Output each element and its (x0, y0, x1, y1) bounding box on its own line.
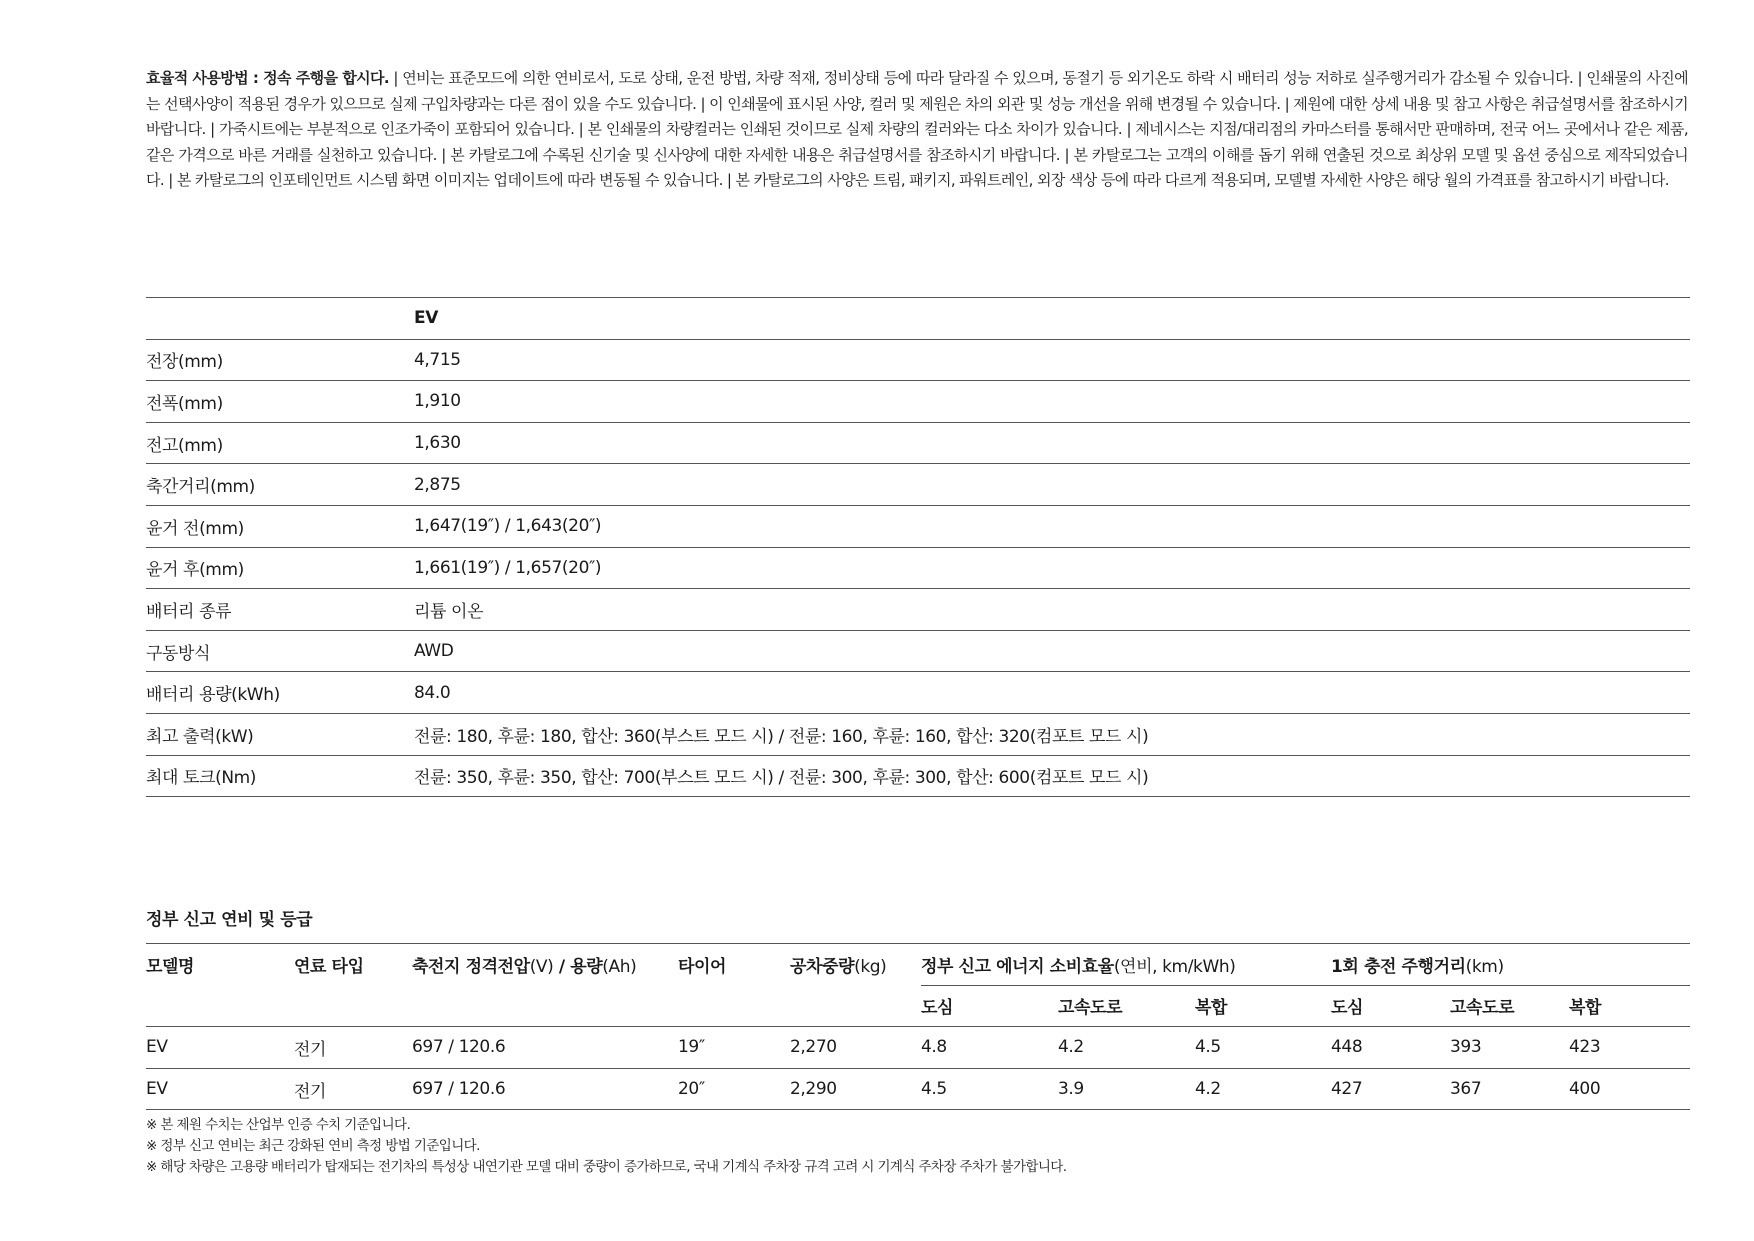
efficiency-subheader-row (146, 985, 1690, 1027)
spec-row (146, 589, 1690, 631)
footnote: ※ 정부 신고 연비는 최근 강화된 연비 측정 방법 기준입니다. (146, 1138, 480, 1154)
cell-eff-combined: 4.2 (1195, 1068, 1331, 1110)
spec-value: 1,661(19″) / 1,657(20″) (414, 547, 1690, 589)
cell-fuel: 전기 (294, 1027, 412, 1069)
spec-label: 전장(mm) (146, 339, 414, 381)
footnote: ※ 본 제원 수치는 산업부 인증 수치 기준입니다. (146, 1117, 411, 1133)
cell-range-city: 448 (1331, 1027, 1450, 1069)
footnote: ※ 해당 차량은 고용량 배터리가 탑재되는 전기차의 특성상 내연기관 모델 대비 중량이 증가하므로, 국내 기계식 주차장 규격 고려 시 기계식 주차장 주차가 불가합니다. (146, 1159, 1067, 1175)
spec-value: 1,910 (414, 381, 1690, 423)
spec-label: 배터리 종류 (146, 589, 414, 631)
efficiency-row (146, 1027, 1690, 1069)
cell-range-combined: 423 (1569, 1027, 1690, 1069)
spec-value: AWD (414, 630, 1690, 672)
efficiency-header-row (146, 944, 1690, 986)
cell-eff-combined: 4.5 (1195, 1027, 1331, 1069)
disclaimer-paragraph (146, 66, 1688, 194)
spec-label: 구동방식 (146, 630, 414, 672)
spec-row (146, 755, 1690, 797)
cell-range-city: 427 (1331, 1068, 1450, 1110)
header-model: 모델명 (146, 957, 195, 978)
subheader-combined: 복합 (1195, 985, 1331, 1027)
subheader-city: 도심 (921, 985, 1058, 1027)
subheader-city: 도심 (1331, 985, 1450, 1027)
cell-battery: 697 / 120.6 (412, 1027, 678, 1069)
spec-label: 배터리 용량(kWh) (146, 672, 414, 714)
cell-weight: 2,270 (790, 1027, 921, 1069)
subheader-highway: 고속도로 (1450, 985, 1569, 1027)
header-weight: 공차중량(kg) (790, 957, 887, 978)
cell-battery: 697 / 120.6 (412, 1068, 678, 1110)
header-range: 1회 충전 주행거리(km) (1331, 944, 1690, 986)
cell-model: EV (146, 1027, 294, 1069)
spec-label: 전폭(mm) (146, 381, 414, 423)
cell-range-highway: 393 (1450, 1027, 1569, 1069)
cell-range-highway: 367 (1450, 1068, 1569, 1110)
spec-row (146, 505, 1690, 547)
spec-value: 1,630 (414, 422, 1690, 464)
spec-row (146, 464, 1690, 506)
subheader-combined: 복합 (1569, 985, 1690, 1027)
spec-value: 4,715 (414, 339, 1690, 381)
spec-row (146, 713, 1690, 755)
spec-header-ev: EV (414, 298, 1690, 340)
spec-label: 전고(mm) (146, 422, 414, 464)
spec-value: 전륜: 180, 후륜: 180, 합산: 360(부스트 모드 시) / 전륜: 160, 후륜: 160, 합산: 320(컴포트 모드 시) (414, 713, 1690, 755)
disclaimer-lead: 효율적 사용방법 : 정속 주행을 합시다. (146, 69, 389, 87)
header-tire: 타이어 (678, 957, 727, 978)
spec-row (146, 547, 1690, 589)
footnotes (146, 1115, 1066, 1178)
spec-label: 축간거리(mm) (146, 464, 414, 506)
spec-header-row (146, 298, 1690, 340)
spec-value: 84.0 (414, 672, 1690, 714)
spec-label: 윤거 전(mm) (146, 505, 414, 547)
cell-eff-city: 4.5 (921, 1068, 1058, 1110)
efficiency-section-title: 정부 신고 연비 및 등급 (146, 910, 313, 930)
header-energy-efficiency: 정부 신고 에너지 소비효율(연비, km/kWh) (921, 944, 1331, 986)
spec-row (146, 339, 1690, 381)
cell-eff-city: 4.8 (921, 1027, 1058, 1069)
spec-row (146, 422, 1690, 464)
efficiency-table (146, 943, 1690, 1110)
spec-value: 리튬 이온 (414, 589, 1690, 631)
cell-tire: 19″ (678, 1027, 790, 1069)
spec-label: 윤거 후(mm) (146, 547, 414, 589)
cell-weight: 2,290 (790, 1068, 921, 1110)
header-fuel: 연료 타입 (294, 957, 364, 978)
spec-label: 최대 토크(Nm) (146, 755, 414, 797)
spec-label: 최고 출력(kW) (146, 713, 414, 755)
spec-row (146, 630, 1690, 672)
cell-fuel: 전기 (294, 1068, 412, 1110)
cell-eff-highway: 4.2 (1058, 1027, 1195, 1069)
cell-range-combined: 400 (1569, 1068, 1690, 1110)
spec-table (146, 297, 1690, 797)
cell-eff-highway: 3.9 (1058, 1068, 1195, 1110)
cell-tire: 20″ (678, 1068, 790, 1110)
efficiency-row (146, 1068, 1690, 1110)
subheader-highway: 고속도로 (1058, 985, 1195, 1027)
spec-value: 2,875 (414, 464, 1690, 506)
cell-model: EV (146, 1068, 294, 1110)
spec-value: 전륜: 350, 후륜: 350, 합산: 700(부스트 모드 시) / 전륜: 300, 후륜: 300, 합산: 600(컴포트 모드 시) (414, 755, 1690, 797)
header-battery: 축전지 정격전압(V) / 용량(Ah) (412, 957, 637, 978)
disclaimer-body: | 연비는 표준모드에 의한 연비로서, 도로 상태, 운전 방법, 차량 적재, 정비상태 등에 따라 달라질 수 있으며, 동절기 등 외기온도 하락 시 배터리 성능 저하로 실주행거리가 감소될 수 있습니다. | 인쇄물의 사진에는 선택사양이 적용된 경우가 있으므로 실제 구입차량과는 다른 점이 있을 수도 있습니다. | 이 인쇄물에 표시된 사양, 컬러 및 제원은 차의 외관 및 성능 개선을 위해 변경될 수 있습니다. | 제원에 대한 상세 내용 및 참고 사항은 취급설명서를 참조하시기 바랍니다. | 가죽시트에는 부분적으로 인조가죽이 포함되어 있습니다. | 본 인쇄물의 차량컬러는 인쇄된 것이므로 실제 차량의 컬러와는 다소 차이가 있습니다. | 제네시스는 지점/대리점의 카마스터를 통해서만 판매하며, 전국 어느 곳에서나 같은 제품, 같은 가격으로 바른 거래를 실천하고 있습니다. | 본 카탈로그에 수록된 신기술 및 신사양에 대한 자세한 내용은 취급설명서를 참조하시기 바랍니다. | 본 카탈로그는 고객의 이해를 돕기 위해 연출된 것으로 최상위 모델 및 옵션 중심으로 제작되었습니다. | 본 카탈로그의 인포테인먼트 시스템 화면 이미지는 업데이트에 따라 변동될 수 있습니다. | 본 카탈로그의 사양은 트림, 패키지, 파워트레인, 외장 색상 등에 따라 다르게 적용되며, 모델별 자세한 사양은 해당 월의 가격표를 참고하시기 바랍니다. (146, 69, 1688, 189)
spec-row (146, 381, 1690, 423)
spec-row (146, 672, 1690, 714)
spec-value: 1,647(19″) / 1,643(20″) (414, 505, 1690, 547)
